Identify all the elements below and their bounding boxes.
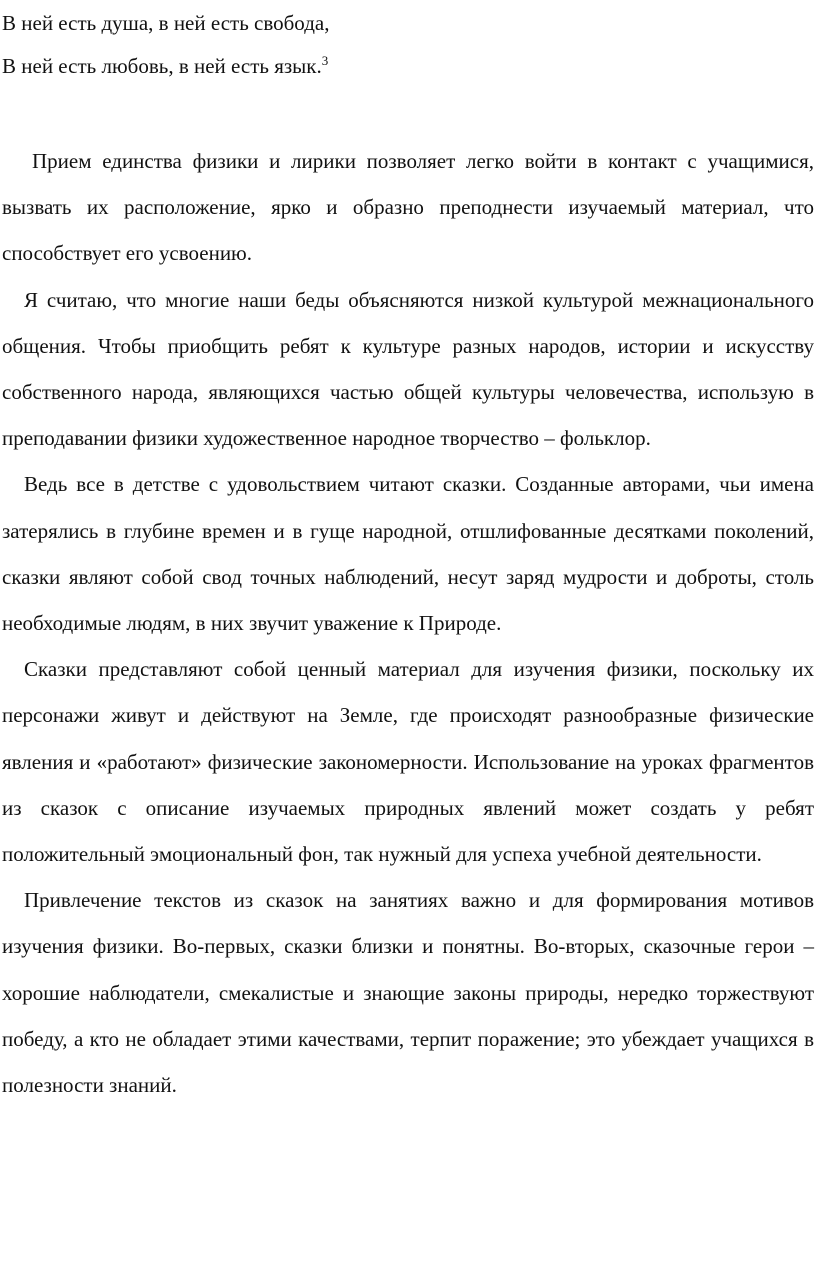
poem-line-2 [2, 45, 814, 88]
poem-line-2-text: В ней есть любовь, в ней есть язык. [2, 54, 322, 78]
paragraph-5: Привлечение текстов из сказок на занятиях важно и для формирования мотивов изучения физики. Во-первых, сказки близки и понятны. Во-вторых, сказочные герои – хорошие наблюдатели, смекалистые и знающие законы природы, нередко торжествуют победу, а кто не обладает этими качествами, терпит поражение; это убеждает учащихся в полезности знаний. [2, 888, 814, 1098]
footnote-reference[interactable]: 3 [321, 53, 329, 68]
paragraph-3: Ведь все в детстве с удовольствием читают сказки. Созданные авторами, чьи имена затерялись в глубине времен и в гуще народной, отшлифованные десятками поколений, сказки являют собой свод точных наблюдений, несут заряд мудрости и доброты, столь необходимые людям, в них звучит уважение к Природе. [2, 472, 814, 636]
poem-quote [2, 0, 814, 88]
paragraph-2: Я считаю, что многие наши беды объясняются низкой культурой межнационального общения. Чтобы приобщить ребят к культуре разных народов, истории и искусству собственного народа, являющихся частью общей культуры человечества, использую в преподавании физики художественное народное творчество – фольклор. [2, 287, 814, 451]
paragraph-4: Сказки представляют собой ценный материал для изучения физики, поскольку их персонажи живут и действуют на Земле, где происходят разнообразные физические явления и «работают» физические закономерности. Использование на уроках фрагментов из сказок с описание изучаемых природных явлений может создать у ребят положительный эмоциональный фон, так нужный для успеха учебной деятельности. [2, 657, 814, 867]
poem-line-1: В ней есть душа, в ней есть свобода, [2, 11, 330, 35]
paragraph-1: Прием единства физики и лирики позволяет легко войти в контакт с учащимися, вызвать их расположение, ярко и образно преподнести изучаемый материал, что способствует его усвоению. [2, 149, 814, 266]
